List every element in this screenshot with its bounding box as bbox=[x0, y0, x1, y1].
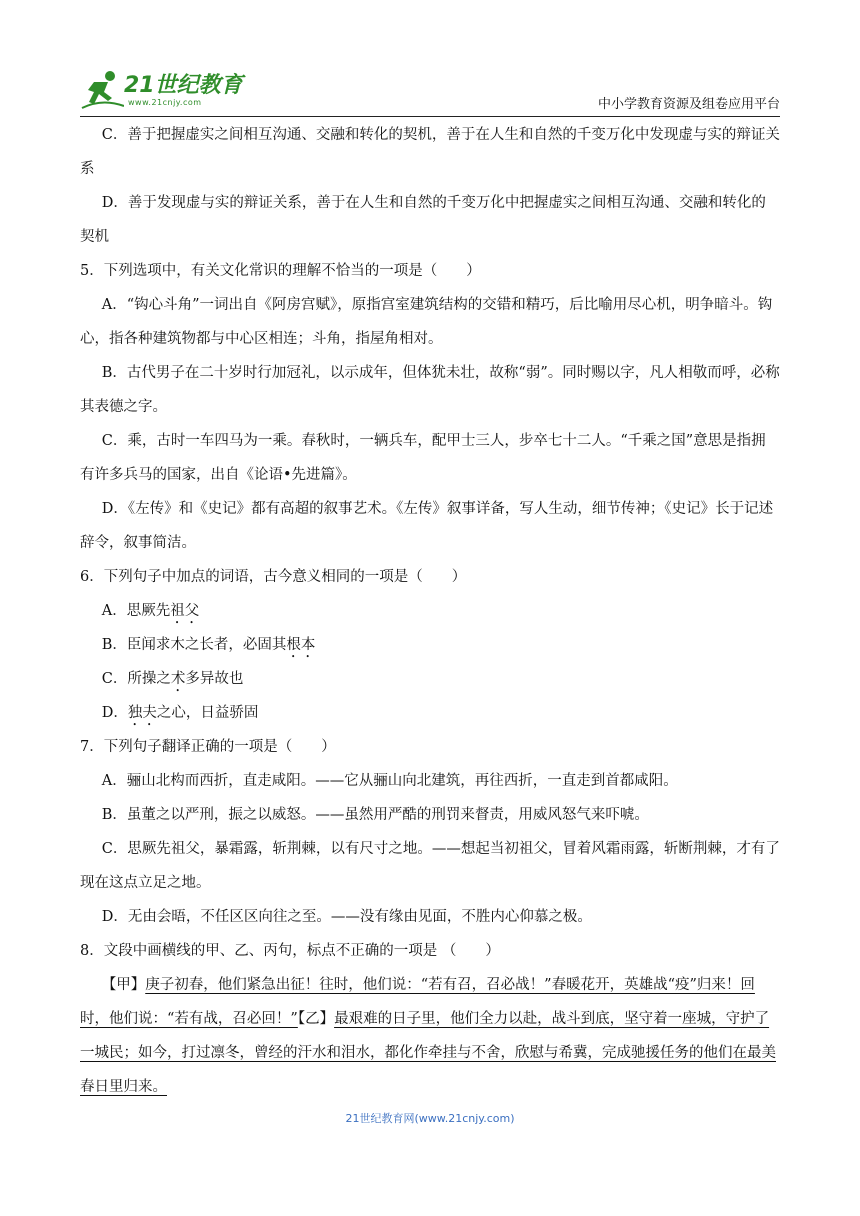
q6-a-dotted: 祖父 bbox=[170, 603, 200, 619]
q5-stem: 5．下列选项中，有关文化常识的理解不恰当的一项是（ ） bbox=[80, 263, 481, 279]
q6-d-pre: D． bbox=[101, 705, 128, 721]
q6-c-post: 多异故也 bbox=[185, 671, 244, 687]
q6-d-dotted: 独夫 bbox=[127, 705, 157, 721]
runner-logo-icon bbox=[80, 68, 124, 112]
q8-mark-jia: 【甲】 bbox=[101, 977, 146, 993]
q7-option-a: A．骊山北构而西折，直走咸阳。——它从骊山向北建筑，再往西折，一直走到首都咸阳。 bbox=[101, 773, 678, 789]
q7-option-c: C．思厥先祖父，暴霜露，斩荆棘，以有尺寸之地。——想起当初祖父，冒着风霜雨露，斩断荆棘，才有了现在这点立足之地。 bbox=[80, 841, 780, 891]
q6-option-b bbox=[80, 628, 780, 662]
q6-b-pre: B．臣闻求木之长者，必固其 bbox=[101, 637, 287, 653]
q7-stem: 7．下列句子翻译正确的一项是（ ） bbox=[80, 739, 336, 755]
q4-option-d: D．善于发现虚与实的辩证关系，善于在人生和自然的千变万化中把握虚实之间相互沟通、交融和转化的契机 bbox=[80, 195, 766, 245]
q7-option-b: B．虽董之以严刑，振之以威怒。——虽然用严酷的刑罚来督责，用威风怒气来吓唬。 bbox=[101, 807, 649, 823]
footer-link[interactable]: 21世纪教育网(www.21cnjy.com) bbox=[345, 1112, 515, 1125]
logo-text: 21世纪教育 bbox=[124, 73, 243, 98]
q5-option-b: B．古代男子在二十岁时行加冠礼，以示成年，但体犹未壮，故称“弱”。同时赐以字，凡人相敬而呼，必称其表德之字。 bbox=[80, 365, 780, 415]
q6-option-d bbox=[80, 696, 780, 730]
question-content bbox=[80, 118, 780, 1104]
q6-option-c bbox=[80, 662, 780, 696]
platform-title: 中小学教育资源及组卷应用平台 bbox=[597, 97, 780, 112]
q6-c-pre: C．所操之 bbox=[101, 671, 171, 687]
q6-d-post: 之心，日益骄固 bbox=[156, 705, 259, 721]
logo bbox=[80, 66, 260, 116]
q4-option-c: C．善于把握虚实之间相互沟通、交融和转化的契机，善于在人生和自然的千变万化中发现虚与实的辩证关系 bbox=[80, 127, 780, 177]
q8-stem: 8．文段中画横线的甲、乙、丙句，标点不正确的一项是 （ ） bbox=[80, 943, 500, 959]
q7-option-d: D．无由会晤，不任区区向往之至。——没有缘由见面，不胜内心仰慕之极。 bbox=[101, 909, 592, 925]
q5-option-a: A．“钩心斗角”一词出自《阿房宫赋》，原指宫室建筑结构的交错和精巧，后比喻用尽心机，明争暗斗。钩心，指各种建筑物都与中心区相连；斗角，指屋角相对。 bbox=[80, 297, 773, 347]
logo-url: www.21cnjy.com bbox=[128, 98, 202, 107]
q5-option-d: D．《左传》和《史记》都有高超的叙事艺术。《左传》叙事详备，写人生动，细节传神；《史记》长于记述辞令，叙事简洁。 bbox=[80, 501, 774, 551]
q6-option-a bbox=[80, 594, 780, 628]
q8-passage bbox=[80, 968, 780, 1104]
page-header bbox=[80, 66, 780, 117]
q8-sentence-jia: 庚子初春，他们紧急出征！往时，他们说：“若有召，召必战！”春暖花开，英雄战“疫”归来！回时，他们说：“若有战，召必回！” bbox=[80, 977, 755, 1027]
q6-b-dotted: 根本 bbox=[286, 637, 316, 653]
q5-option-c: C．乘，古时一车四马为一乘。春秋时，一辆兵车，配甲士三人，步卒七十二人。“千乘之国”意思是指拥有许多兵马的国家，出自《论语•先进篇》。 bbox=[80, 433, 766, 483]
q8-sentence-yi: 最艰难的日子里，他们全力以赴，战斗到底，坚守着一座城，守护了一城民；如今，打过凛冬，曾经的汗水和泪水，都化作牵挂与不舍，欣慰与希冀，完成驰援任务的他们在最美春日里归来。 bbox=[80, 1011, 776, 1095]
q6-a-pre: A．思厥先 bbox=[101, 603, 171, 619]
q6-stem: 6．下列句子中加点的词语，古今意义相同的一项是（ ） bbox=[80, 569, 467, 585]
q8-mark-yi: 【乙】 bbox=[297, 1011, 335, 1027]
q6-c-dotted: 术 bbox=[170, 671, 186, 687]
